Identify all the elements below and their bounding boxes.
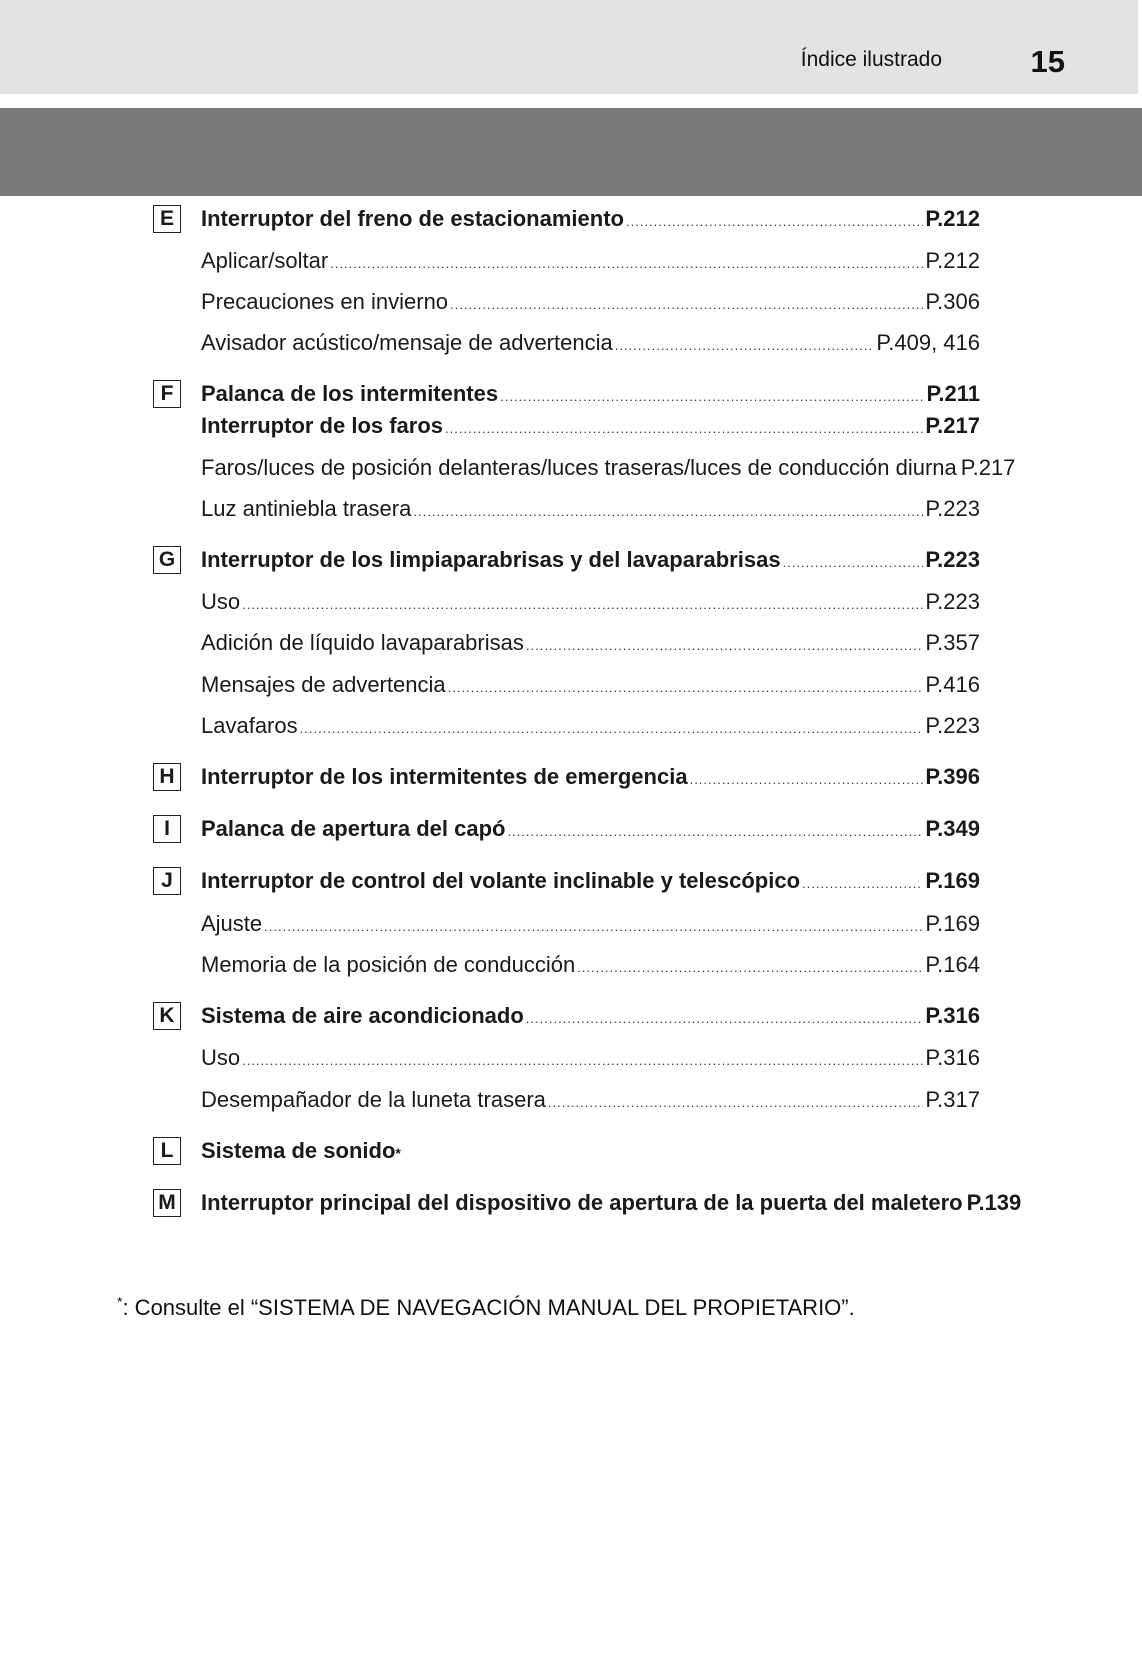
item-letter-box: H	[153, 763, 181, 791]
entry-label: Mensajes de advertencia	[201, 672, 446, 697]
entry-label: Memoria de la posición de conducción	[201, 952, 576, 977]
footnote	[117, 1295, 855, 1321]
leader-dots	[507, 818, 923, 846]
entry-label: Luz antiniebla trasera	[201, 496, 412, 521]
entry-sub	[201, 951, 980, 982]
entry-label: Interruptor del freno de estacionamiento	[201, 206, 624, 231]
leader-dots	[330, 250, 923, 278]
entry-label: Desempañador de la luneta trasera	[201, 1087, 546, 1112]
page-reference[interactable]: P.316	[925, 1045, 980, 1070]
entry-main	[201, 763, 980, 794]
leader-dots	[526, 632, 923, 660]
page-reference[interactable]: P.217	[925, 413, 980, 438]
entry-label: Interruptor de los intermitentes de emergencia	[201, 764, 688, 789]
entry-sub	[201, 588, 980, 619]
entry-sub	[201, 247, 980, 278]
leader-dots	[242, 1047, 923, 1075]
page-reference[interactable]: P.169	[925, 911, 980, 936]
item-letter-box: F	[153, 380, 181, 408]
entry-sub	[201, 1086, 980, 1117]
item-letter-box: K	[153, 1002, 181, 1030]
entry-label: Palanca de los intermitentes	[201, 381, 499, 406]
leader-dots	[548, 1089, 923, 1117]
entry-sub	[201, 712, 980, 743]
entry-main: Sistema de sonido *	[201, 1138, 401, 1163]
entry-label: Sistema de sonido	[201, 1138, 396, 1163]
entry-label: Lavafaros	[201, 713, 298, 738]
leader-dots	[577, 954, 923, 982]
page-reference[interactable]: P.223	[925, 496, 980, 521]
footnote-marker: *	[117, 1293, 123, 1310]
entry-label: Interruptor de los limpiaparabrisas y del lavaparabrisas	[201, 547, 781, 572]
entry-sub	[201, 629, 980, 660]
entry-sub	[201, 495, 980, 526]
entry-sub	[201, 329, 980, 360]
page-reference[interactable]: P.164	[925, 952, 980, 977]
leader-dots	[264, 913, 923, 941]
page-reference[interactable]: P.139	[966, 1190, 1022, 1215]
leader-dots	[500, 383, 924, 411]
page-reference[interactable]: P.223	[925, 589, 980, 614]
entry-main	[201, 412, 980, 443]
page-reference[interactable]: P.223	[925, 547, 980, 572]
leader-dots	[783, 549, 924, 577]
entry-sub	[201, 288, 980, 319]
page-reference[interactable]: P.306	[925, 289, 980, 314]
item-letter-box: M	[153, 1189, 181, 1217]
entry-label: Interruptor de control del volante inclinable y telescópico	[201, 868, 801, 893]
page-reference[interactable]: P.212	[925, 248, 980, 273]
entry-label: Interruptor de los faros	[201, 413, 444, 438]
leader-dots	[445, 415, 923, 443]
page-reference[interactable]: P.416	[925, 672, 980, 697]
leader-dots	[413, 498, 923, 526]
entry-main	[201, 380, 980, 411]
page-reference[interactable]: P.212	[925, 206, 980, 231]
footnote-text: : Consulte el “SISTEMA DE NAVEGACIÓN MANUAL DEL PROPIETARIO”.	[122, 1295, 855, 1320]
entry-main	[201, 546, 980, 577]
leader-dots	[690, 766, 924, 794]
entry-label: Ajuste	[201, 911, 263, 936]
header-edge	[1138, 0, 1142, 94]
page-reference[interactable]: P.349	[925, 816, 980, 841]
page-reference[interactable]: P.317	[925, 1087, 980, 1112]
item-letter-box: G	[153, 546, 181, 574]
leader-dots	[626, 208, 923, 236]
leader-dots	[448, 674, 924, 702]
item-letter-box: L	[153, 1137, 181, 1165]
page-reference[interactable]: P.211	[926, 381, 980, 406]
entry-label: Avisador acústico/mensaje de advertencia	[201, 330, 613, 355]
item-letter-box: J	[153, 867, 181, 895]
page-reference[interactable]: P.217	[960, 455, 1016, 480]
entry-label: Sistema de aire acondicionado	[201, 1003, 524, 1028]
leader-dots	[242, 591, 923, 619]
page-reference[interactable]: P.409, 416	[876, 330, 980, 355]
leader-dots	[450, 291, 923, 319]
entry-main	[201, 1189, 1022, 1220]
header-band	[0, 0, 1142, 94]
page-reference[interactable]: P.223	[925, 713, 980, 738]
item-letter-box: I	[153, 815, 181, 843]
entry-label: Uso	[201, 1045, 241, 1070]
leader-dots	[300, 715, 924, 743]
page-reference[interactable]: P.169	[925, 868, 980, 893]
entry-sub	[201, 910, 980, 941]
page-reference[interactable]: P.316	[925, 1003, 980, 1028]
entry-label: Precauciones en invierno	[201, 289, 449, 314]
leader-dots	[615, 332, 875, 360]
entry-main	[201, 1002, 980, 1033]
leader-dots	[802, 870, 923, 898]
entry-label: Faros/luces de posición delanteras/luces traseras/luces de conducción diurna	[201, 455, 957, 480]
page-reference[interactable]: P.357	[925, 630, 980, 655]
illustration-placeholder-bar	[0, 108, 1142, 196]
entry-label: Uso	[201, 589, 241, 614]
entry-label: Adición de líquido lavaparabrisas	[201, 630, 524, 655]
leader-dots	[526, 1005, 924, 1033]
entry-label: Aplicar/soltar	[201, 248, 329, 273]
entry-main	[201, 205, 980, 236]
entry-main	[201, 815, 980, 846]
page-reference[interactable]: P.396	[925, 764, 980, 789]
entry-main	[201, 867, 980, 898]
page-number: 15	[1030, 44, 1065, 79]
entry-sub	[201, 454, 1016, 485]
entry-label: Palanca de apertura del capó	[201, 816, 506, 841]
section-title: Índice ilustrado	[800, 48, 942, 71]
entry-sub	[201, 1044, 980, 1075]
entry-label: Interruptor principal del dispositivo de apertura de la puerta del maletero	[201, 1190, 963, 1215]
entry-sub	[201, 671, 980, 702]
item-letter-box: E	[153, 205, 181, 233]
